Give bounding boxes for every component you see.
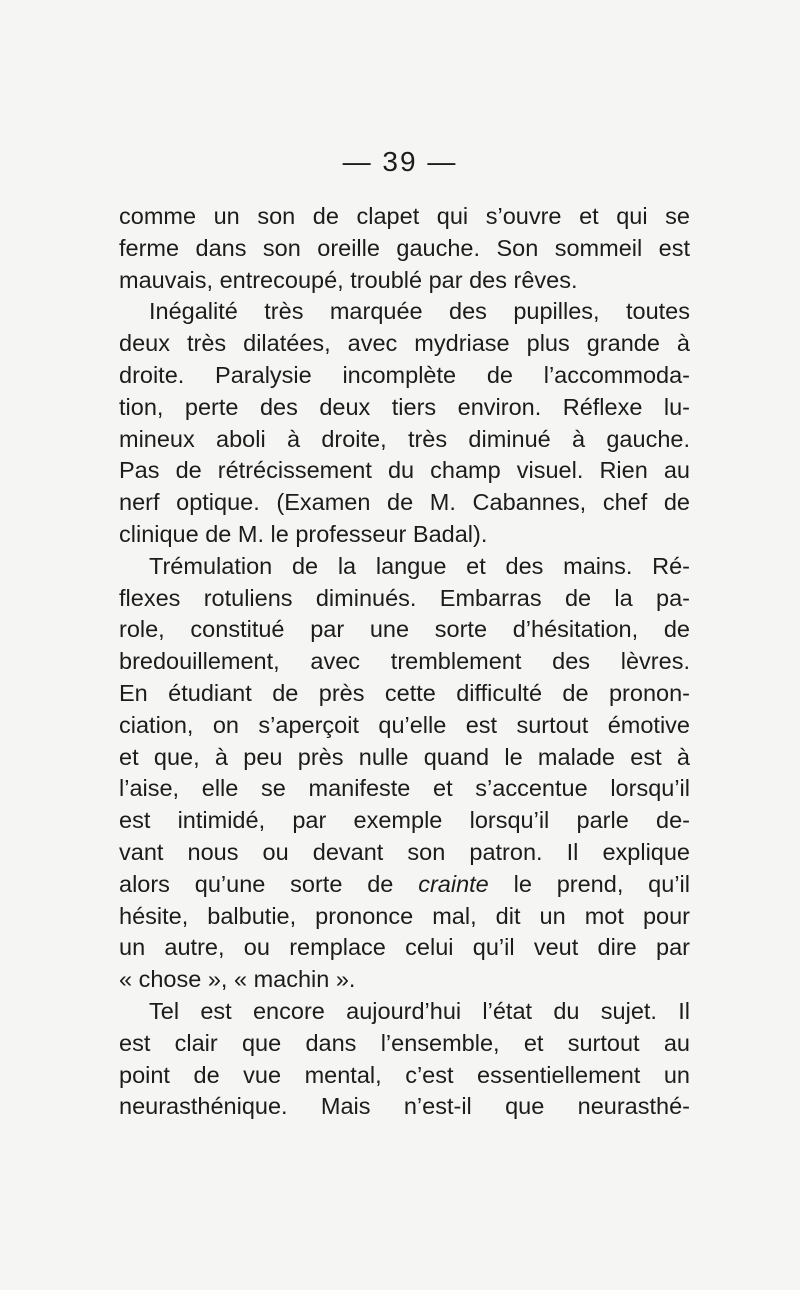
text-line: role, constitué par une sorte d’hésitation, de — [119, 616, 690, 643]
line-text-before: alors qu’une sorte de — [119, 870, 419, 897]
text-line: et que, à peu près nulle quand le malade est à — [119, 743, 690, 770]
text-line: un autre, ou remplace celui qu’il veut dire par — [119, 934, 690, 961]
text-line: hésite, balbutie, prononce mal, dit un mot pour — [119, 902, 690, 929]
paragraph-start-line: Trémulation de la langue et des mains. Ré- — [149, 552, 690, 579]
text-line: vant nous ou devant son patron. Il explique — [119, 838, 690, 865]
text-line: « chose », « machin ». — [119, 966, 356, 993]
text-line: comme un son de clapet qui s’ouvre et qui se — [119, 203, 690, 229]
text-line: flexes rotuliens diminués. Embarras de la pa- — [119, 584, 690, 611]
paragraph-start-line: Tel est encore aujourd’hui l’état du sujet. Il — [149, 997, 690, 1024]
text-line: mauvais, entrecoupé, troublé par des rêves. — [119, 266, 578, 293]
text-line: l’aise, elle se manifeste et s’accentue lorsqu’il — [119, 775, 690, 802]
italic-word: crainte — [418, 870, 489, 897]
page-number: — 39 — — [342, 146, 458, 177]
text-line: est clair que dans l’ensemble, et surtout au — [119, 1029, 690, 1056]
text-line: ciation, on s’aperçoit qu’elle est surtout émotive — [119, 711, 690, 738]
text-line: point de vue mental, c’est essentiellement un — [119, 1061, 690, 1088]
body-text — [119, 201, 690, 1123]
text-line: ferme dans son oreille gauche. Son sommeil est — [119, 234, 690, 261]
text-line: tion, perte des deux tiers environ. Réflexe lu- — [119, 393, 690, 420]
text-line: droite. Paralysie incomplète de l’accommoda- — [119, 361, 690, 388]
text-line: mineux aboli à droite, très diminué à gauche. — [119, 425, 690, 452]
text-line: Pas de rétrécissement du champ visuel. Rien au — [119, 457, 690, 484]
paragraph-start-line: Inégalité très marquée des pupilles, toutes — [149, 298, 690, 325]
text-line: En étudiant de près cette difficulté de pronon- — [119, 679, 690, 706]
text-line: clinique de M. le professeur Badal). — [119, 520, 488, 547]
line-text-after: le prend, qu’il — [488, 870, 690, 897]
text-line: neurasthénique. Mais n’est-il que neurasthé- — [119, 1093, 690, 1120]
text-line: deux très dilatées, avec mydriase plus grande à — [119, 330, 690, 357]
text-line: bredouillement, avec tremblement des lèvres. — [119, 648, 690, 675]
text-line-with-italic — [119, 869, 690, 901]
text-line: est intimidé, par exemple lorsqu’il parle de- — [119, 807, 690, 834]
text-line: nerf optique. (Examen de M. Cabannes, chef de — [119, 489, 690, 516]
